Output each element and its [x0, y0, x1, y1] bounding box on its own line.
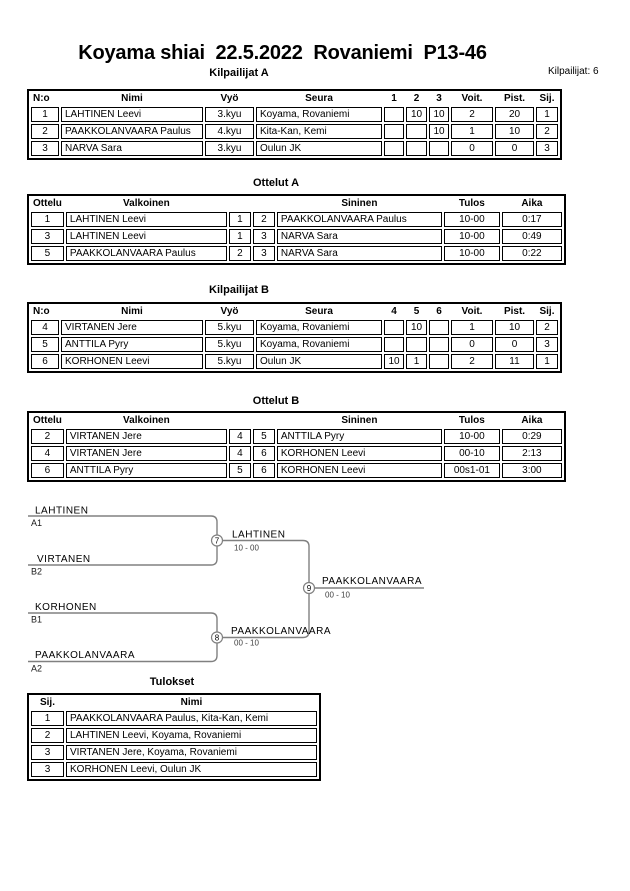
cell-name: KORHONEN Leevi, Oulun JK: [66, 762, 317, 777]
cell-match-no: 1: [31, 212, 64, 227]
cell-place: 3: [31, 762, 64, 777]
col-header-blue: Sininen: [341, 198, 378, 209]
cell-score: 10: [406, 107, 427, 122]
cell-result: 00s1-01: [444, 463, 500, 478]
cell-no: 4: [31, 320, 59, 335]
col-header-name: Nimi: [121, 93, 143, 104]
col-header-r1: 1: [391, 93, 397, 104]
cell-place: 1: [536, 354, 558, 369]
pool-a-table: [27, 89, 562, 160]
cell-blue-name: KORHONEN Leevi: [277, 463, 442, 478]
col-header-time: Aika: [521, 198, 543, 209]
cell-club: Koyama, Rovaniemi: [256, 107, 382, 122]
cell-time: 3:00: [502, 463, 562, 478]
col-header-no: N:o: [33, 306, 50, 317]
cell-wins: 2: [451, 107, 493, 122]
cell-white-no: 4: [229, 446, 251, 461]
match-number: 8: [214, 633, 220, 643]
cell-club: Koyama, Rovaniemi: [256, 337, 382, 352]
cell-score: [384, 141, 404, 156]
cell-belt: 4.kyu: [205, 124, 254, 139]
bracket-entry-name: LAHTINEN: [35, 505, 89, 517]
cell-score: [406, 124, 427, 139]
cell-white-name: VIRTANEN Jere: [66, 429, 227, 444]
bracket-line-b1: [28, 613, 217, 632]
cell-blue-name: PAAKKOLANVAARA Paulus: [277, 212, 442, 227]
bracket-entry-name: PAAKKOLANVAARA: [35, 650, 135, 661]
cell-name: LAHTINEN Leevi, Koyama, Rovaniemi: [66, 728, 317, 743]
cell-score: 10: [384, 354, 404, 369]
results-table: [27, 693, 321, 781]
table-row: [31, 246, 562, 261]
cell-no: 5: [31, 337, 59, 352]
col-header-place: Sij.: [39, 697, 55, 708]
table-row: [31, 107, 558, 122]
col-header-points: Pist.: [503, 93, 526, 104]
cell-points: 20: [495, 107, 534, 122]
cell-score: [429, 354, 449, 369]
table-row: [31, 354, 558, 369]
cell-time: 0:29: [502, 429, 562, 444]
page-title: Koyama shiai 22.5.2022 Rovaniemi P13-46: [78, 42, 487, 64]
cell-points: 10: [495, 124, 534, 139]
cell-blue-name: NARVA Sara: [277, 246, 442, 261]
competitor-count-label: Kilpailijat: 6: [548, 66, 599, 77]
col-header-points: Pist.: [503, 306, 526, 317]
col-header-result: Tulos: [458, 415, 485, 426]
table-row: [31, 141, 558, 156]
cell-name: LAHTINEN Leevi: [61, 107, 203, 122]
cell-wins: 2: [451, 354, 493, 369]
pool-a-title: Kilpailijat A: [209, 67, 269, 79]
cell-white-name: VIRTANEN Jere: [66, 446, 227, 461]
col-header-bno: [253, 198, 275, 210]
cell-match-no: 3: [31, 229, 64, 244]
final-bracket: [20, 495, 440, 685]
col-header-time: Aika: [521, 415, 543, 426]
table-row: [31, 463, 562, 478]
matches-a-table: [27, 194, 566, 265]
header-row: [31, 306, 558, 318]
cell-no: 3: [31, 141, 59, 156]
cell-result: 10-00: [444, 429, 500, 444]
cell-wins: 0: [451, 337, 493, 352]
cell-wins: 1: [451, 320, 493, 335]
cell-club: Kita-Kan, Kemi: [256, 124, 382, 139]
col-header-name: Nimi: [121, 306, 143, 317]
cell-wins: 1: [451, 124, 493, 139]
bracket-entry-seed: A2: [31, 663, 43, 674]
col-header-blue: Sininen: [341, 415, 378, 426]
cell-match-no: 6: [31, 463, 64, 478]
cell-points: 0: [495, 141, 534, 156]
table-row: [31, 337, 558, 352]
table-row: [31, 446, 562, 461]
bracket-winner-name: LAHTINEN: [232, 529, 286, 541]
table-row: [31, 711, 317, 726]
cell-white-no: 5: [229, 463, 251, 478]
bracket-match-score: 10 - 00: [234, 543, 259, 553]
cell-match-no: 4: [31, 446, 64, 461]
cell-score: 10: [429, 124, 449, 139]
cell-white-name: PAAKKOLANVAARA Paulus: [66, 246, 227, 261]
col-header-match: Ottelu: [33, 198, 62, 209]
cell-score: [384, 337, 404, 352]
cell-no: 6: [31, 354, 59, 369]
col-header-r5: 5: [413, 306, 420, 317]
col-header-result: Tulos: [458, 198, 485, 209]
cell-name: NARVA Sara: [61, 141, 203, 156]
col-header-club: Seura: [305, 93, 333, 104]
table-row: [31, 762, 317, 777]
cell-white-no: 1: [229, 212, 251, 227]
header-row: [31, 93, 558, 105]
pool-b-title: Kilpailijat B: [209, 284, 269, 296]
bracket-champion-name: PAAKKOLANVAARA: [322, 576, 422, 587]
col-header-match: Ottelu: [33, 415, 62, 426]
match-number: 9: [306, 583, 312, 593]
col-header-r3: 3: [436, 93, 442, 104]
table-row: [31, 745, 317, 760]
bracket-winner-name: PAAKKOLANVAARA: [231, 626, 331, 637]
cell-match-no: 5: [31, 246, 64, 261]
cell-belt: 5.kyu: [205, 354, 254, 369]
cell-score: [406, 141, 427, 156]
cell-time: 0:49: [502, 229, 562, 244]
table-row: [31, 229, 562, 244]
cell-time: 0:22: [502, 246, 562, 261]
cell-score: [384, 124, 404, 139]
results-title: Tulokset: [149, 676, 195, 688]
cell-place: 1: [31, 711, 64, 726]
bracket-match-score: 00 - 10: [325, 590, 350, 600]
cell-points: 0: [495, 337, 534, 352]
bracket-line-a1: [28, 516, 217, 535]
col-header-r4: 4: [391, 306, 397, 317]
cell-belt: 3.kyu: [205, 141, 254, 156]
cell-white-name: LAHTINEN Leevi: [66, 212, 227, 227]
col-header-white: Valkoinen: [123, 415, 170, 426]
table-row: [31, 320, 558, 335]
cell-score: [384, 320, 404, 335]
cell-blue-no: 6: [253, 463, 275, 478]
cell-belt: 5.kyu: [205, 320, 254, 335]
match-number: 7: [214, 536, 220, 546]
col-header-no: N:o: [33, 93, 50, 104]
cell-place: 2: [536, 320, 558, 335]
cell-score: 10: [406, 320, 427, 335]
cell-result: 10-00: [444, 212, 500, 227]
bracket-match-score: 00 - 10: [234, 638, 259, 648]
header-row: [31, 198, 562, 210]
cell-no: 2: [31, 124, 59, 139]
cell-blue-name: NARVA Sara: [277, 229, 442, 244]
cell-club: Oulun JK: [256, 141, 382, 156]
col-header-name: Nimi: [180, 697, 203, 708]
cell-white-no: 1: [229, 229, 251, 244]
cell-no: 1: [31, 107, 59, 122]
col-header-place: Sij.: [539, 306, 555, 317]
cell-match-no: 2: [31, 429, 64, 444]
cell-place: 3: [31, 745, 64, 760]
header-row: [31, 415, 562, 427]
matches-b-title: Ottelut B: [252, 395, 300, 407]
cell-result: 10-00: [444, 229, 500, 244]
table-row: [31, 124, 558, 139]
cell-white-name: ANTTILA Pyry: [66, 463, 227, 478]
cell-belt: 5.kyu: [205, 337, 254, 352]
bracket-entry-seed: B1: [31, 614, 43, 625]
col-header-r2: 2: [413, 93, 420, 104]
cell-blue-no: 2: [253, 212, 275, 227]
header-row: [31, 697, 317, 709]
cell-time: 0:17: [502, 212, 562, 227]
cell-club: Koyama, Rovaniemi: [256, 320, 382, 335]
col-header-bno: [253, 415, 275, 427]
col-header-club: Seura: [305, 306, 333, 317]
cell-place: 3: [536, 337, 558, 352]
col-header-r6: 6: [436, 306, 442, 317]
bracket-entry-name: VIRTANEN: [37, 554, 91, 565]
cell-score: [429, 320, 449, 335]
col-header-wins: Voit.: [461, 93, 483, 104]
matches-a-title: Ottelut A: [252, 177, 300, 189]
col-header-wno: [229, 415, 251, 427]
col-header-belt: Vyö: [220, 306, 239, 317]
cell-white-no: 4: [229, 429, 251, 444]
cell-score: 1: [406, 354, 427, 369]
cell-name: PAAKKOLANVAARA Paulus: [61, 124, 203, 139]
col-header-white: Valkoinen: [123, 198, 170, 209]
bracket-entry-name: KORHONEN: [35, 602, 97, 613]
cell-name: VIRTANEN Jere: [61, 320, 203, 335]
cell-blue-no: 3: [253, 229, 275, 244]
cell-blue-no: 3: [253, 246, 275, 261]
cell-place: 2: [536, 124, 558, 139]
col-header-belt: Vyö: [220, 93, 239, 104]
cell-wins: 0: [451, 141, 493, 156]
cell-name: VIRTANEN Jere, Koyama, Rovaniemi: [66, 745, 317, 760]
table-row: [31, 212, 562, 227]
bracket-entry-seed: A1: [31, 518, 43, 528]
cell-name: ANTTILA Pyry: [61, 337, 203, 352]
bracket-lines: [28, 516, 424, 662]
cell-place: 3: [536, 141, 558, 156]
cell-points: 10: [495, 320, 534, 335]
cell-result: 10-00: [444, 246, 500, 261]
cell-score: [406, 337, 427, 352]
cell-score: 10: [429, 107, 449, 122]
cell-time: 2:13: [502, 446, 562, 461]
cell-club: Oulun JK: [256, 354, 382, 369]
cell-blue-name: KORHONEN Leevi: [277, 446, 442, 461]
cell-points: 11: [495, 354, 534, 369]
cell-score: [384, 107, 404, 122]
cell-blue-name: ANTTILA Pyry: [277, 429, 442, 444]
matches-b-table: [27, 411, 566, 482]
table-row: [31, 728, 317, 743]
cell-score: [429, 337, 449, 352]
cell-name: KORHONEN Leevi: [61, 354, 203, 369]
cell-white-name: LAHTINEN Leevi: [66, 229, 227, 244]
col-header-place: Sij.: [539, 93, 555, 104]
cell-blue-no: 5: [253, 429, 275, 444]
cell-place: 2: [31, 728, 64, 743]
cell-blue-no: 6: [253, 446, 275, 461]
cell-belt: 3.kyu: [205, 107, 254, 122]
cell-result: 00-10: [444, 446, 500, 461]
cell-place: 1: [536, 107, 558, 122]
cell-score: [429, 141, 449, 156]
cell-name: PAAKKOLANVAARA Paulus, Kita-Kan, Kemi: [66, 711, 317, 726]
table-row: [31, 429, 562, 444]
bracket-entry-seed: B2: [31, 566, 43, 577]
cell-white-no: 2: [229, 246, 251, 261]
pool-b-table: [27, 302, 562, 373]
col-header-wins: Voit.: [461, 306, 483, 317]
col-header-wno: [229, 198, 251, 210]
